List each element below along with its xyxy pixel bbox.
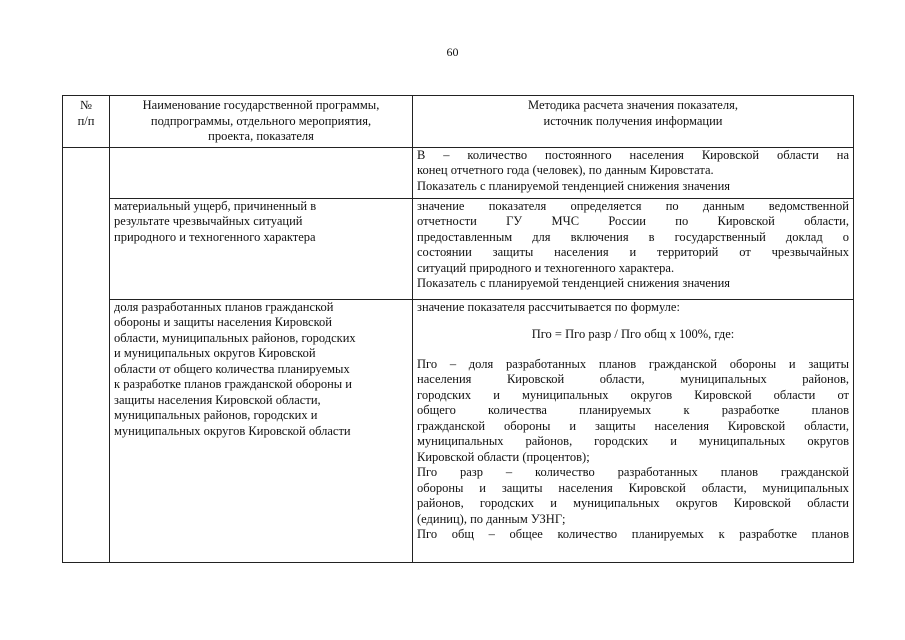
name-line: области от общего количества планируемых: [114, 361, 350, 376]
header-line: №: [80, 98, 92, 112]
method-line: ситуаций природного и техногенного характера.: [417, 260, 675, 275]
table-row: [63, 198, 854, 299]
method-line: Пго разр – количество разработанных планов гражданской: [417, 465, 849, 479]
page-number: 60: [446, 45, 459, 59]
number-cell: [63, 147, 110, 562]
method-line: общего количества планируемых к разработке планов: [417, 403, 849, 417]
header-line: п/п: [77, 113, 95, 128]
method-line: состоянии защиты населения и территорий от чрезвычайных: [417, 245, 849, 259]
name-cell: [110, 299, 413, 562]
method-line: Показатель с планируемой тенденцией снижения значения: [417, 178, 731, 193]
header-line: подпрограммы, отдельного мероприятия,: [150, 113, 372, 128]
method-cell: [413, 147, 854, 198]
header-line: проекта, показателя: [208, 129, 314, 143]
method-line: отчетности ГУ МЧС России по Кировской области,: [417, 214, 849, 228]
method-line: Пго общ – общее количество планируемых к разработке планов: [417, 527, 849, 541]
table-row: [63, 147, 854, 198]
method-line: городских и муниципальных округов Кировской области от: [417, 387, 849, 402]
table-row: [63, 299, 854, 562]
header-name: [110, 96, 413, 148]
method-line: (единиц), по данным УЗНГ;: [417, 511, 566, 526]
header-method: [413, 96, 854, 148]
name-cell: [110, 147, 413, 198]
name-line: и муниципальных округов Кировской: [114, 346, 316, 360]
method-line: конец отчетного года (человек), по данным Кировстата.: [417, 163, 714, 177]
header-line: источник получения информации: [543, 113, 723, 128]
header-number: [63, 96, 110, 148]
name-cell: [110, 198, 413, 299]
formula: Пго = Пго разр / Пго общ x 100%, где:: [531, 327, 735, 341]
method-cell: [413, 299, 854, 562]
indicator-table: [62, 95, 854, 563]
method-line: муниципальных районов, городских и муниципальных округов: [417, 434, 849, 448]
name-line: природного и техногенного характера: [114, 229, 316, 244]
table-header-row: [63, 96, 854, 148]
method-lines: [417, 357, 849, 543]
name-line: муниципальных районов, городских и: [114, 408, 318, 422]
method-line: населения Кировской области, муниципальных районов,: [417, 372, 849, 386]
name-line: результате чрезвычайных ситуаций: [114, 214, 303, 228]
method-intro: значение показателя рассчитывается по формуле:: [417, 299, 680, 314]
name-line: защиты населения Кировской области,: [114, 392, 321, 407]
method-line: Кировской области (процентов);: [417, 449, 590, 464]
name-line: материальный ущерб, причиненный в: [114, 198, 317, 213]
method-line: Пго – доля разработанных планов гражданской обороны и защиты: [417, 356, 849, 371]
header-line: Методика расчета значения показателя,: [528, 98, 738, 112]
header-line: Наименование государственной программы,: [142, 98, 380, 112]
method-line: районов, городских и муниципальных округов Кировской области: [417, 496, 849, 510]
name-line: к разработке планов гражданской обороны и: [114, 377, 352, 391]
name-line: обороны и защиты населения Кировской: [114, 315, 332, 329]
method-cell: [413, 198, 854, 299]
method-line: В – количество постоянного населения Кировской области на: [417, 147, 849, 162]
name-line: области, муниципальных районов, городских: [114, 330, 356, 345]
method-line: Показатель с планируемой тенденцией снижения значения: [417, 276, 731, 290]
method-line: предоставленным для включения в государственный доклад о: [417, 229, 849, 244]
method-line: гражданской обороны и защиты населения Кировской области,: [417, 418, 849, 433]
name-line: муниципальных округов Кировской области: [114, 423, 351, 438]
method-line: значение показателя определяется по данным ведомственной: [417, 198, 849, 213]
method-line: обороны и защиты населения Кировской области, муниципальных: [417, 480, 849, 495]
name-line: доля разработанных планов гражданской: [114, 299, 334, 314]
